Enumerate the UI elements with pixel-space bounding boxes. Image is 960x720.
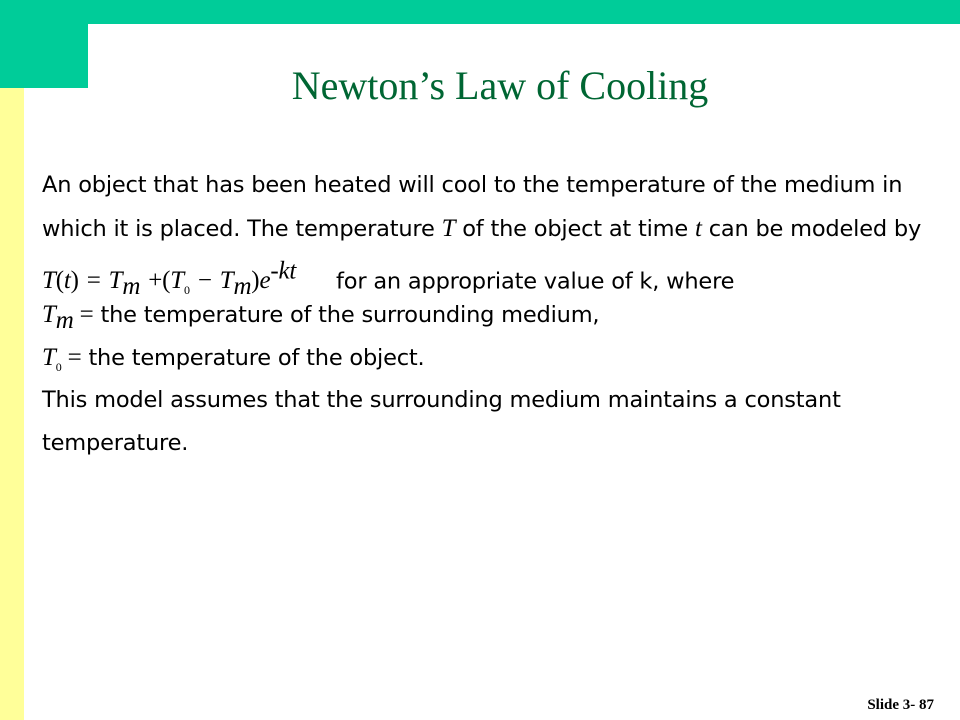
body-line-1: An object that has been heated will cool to the temperature of the medium in bbox=[42, 172, 903, 198]
cooling-formula: $T(t) = T_m +(T_0 - T_m)e^{-kt}$ bbox=[42, 258, 297, 301]
line2-text-a: which it is placed. The temperature bbox=[42, 216, 435, 242]
body-line-3 bbox=[42, 250, 952, 301]
left-accent-strip bbox=[0, 88, 24, 720]
line2-text-b: of the object at time bbox=[462, 216, 689, 242]
body-line-6: This model assumes that the surrounding medium maintains a constant bbox=[42, 387, 841, 413]
slide-number: Slide 3- 87 bbox=[867, 697, 934, 713]
body-line-2 bbox=[42, 207, 952, 250]
line4-text: the temperature of the surrounding medium, bbox=[100, 302, 600, 328]
line5-text: the temperature of the object. bbox=[88, 345, 425, 371]
slide-body bbox=[42, 164, 952, 465]
var-t: t bbox=[695, 215, 702, 242]
body-line-5: $T_0$ = the temperature of the object. bbox=[42, 344, 425, 374]
var-Tm: T bbox=[42, 301, 56, 328]
body-line-4: $T_m$ = the temperature of the surrounding medium, bbox=[42, 301, 600, 334]
var-T: T bbox=[441, 215, 456, 242]
var-T0: T bbox=[42, 344, 56, 371]
line2-text-c: can be modeled by bbox=[708, 216, 922, 242]
top-accent-bar bbox=[0, 0, 960, 24]
body-line-7: temperature. bbox=[42, 430, 189, 456]
line3-text: for an appropriate value of k, where bbox=[336, 268, 735, 295]
slide-title: Newton’s Law of Cooling bbox=[291, 63, 709, 108]
